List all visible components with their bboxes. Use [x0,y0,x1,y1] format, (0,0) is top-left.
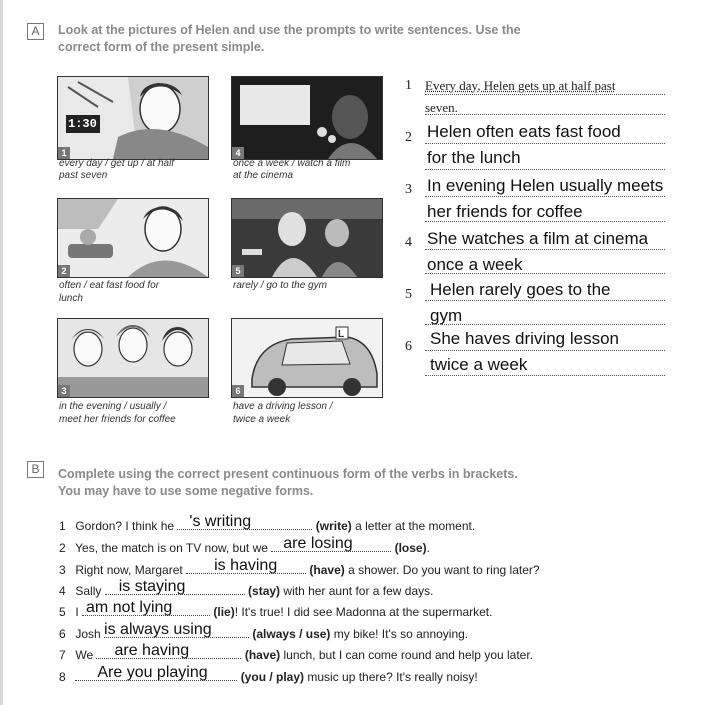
item-5-blank[interactable] [82,599,210,616]
answer-6-line-1[interactable]: She haves driving lesson [430,329,620,348]
item-2-verb: (lose) [394,541,427,555]
answer-3-rule-1 [425,196,665,197]
exercise-b-item-6 [59,621,469,643]
item-8-verb: (you / play) [240,670,305,684]
item-7-blank[interactable] [96,642,241,659]
answer-2-rule-2 [425,169,665,170]
answer-5-rule-1 [425,300,665,301]
item-1-number: 1 [59,519,66,533]
item-3-verb: (have) [309,563,345,577]
item-6-text-before: Josh [75,627,101,641]
caption-3-line-2: meet her friends for coffee [59,414,176,425]
item-8-blank[interactable] [75,664,237,681]
section-a-label: A [27,23,44,40]
answer-1-rule-2 [425,114,665,115]
answer-3-number: 3 [405,182,412,197]
answer-4-line-2[interactable]: once a week [427,255,523,274]
item-6-text-after: my bike! It's so annoying. [333,627,469,641]
picture-1-alarm-clock [57,76,209,160]
item-2-text-after: . [426,541,430,555]
item-1-text-after: a letter at the moment. [355,519,476,533]
item-1-blank[interactable] [177,513,312,530]
caption-4-line-2: at the cinema [233,170,294,181]
item-4-answer: is staying [118,578,186,595]
answer-6-number: 6 [405,339,412,354]
caption-6-line-1: have a driving lesson / [233,401,333,412]
item-4-blank[interactable] [105,578,245,595]
exercise-b-item-8 [59,664,478,686]
item-6-answer: is always using [104,621,212,638]
caption-4-line-1: once a week / watch a film [233,158,351,169]
exercise-b-item-1 [59,513,476,535]
picture-3-number: 3 [58,385,70,397]
answer-5-rule-2 [425,324,665,325]
caption-5-line-1: rarely / go to the gym [233,280,327,291]
picture-3-friends-coffee [57,318,209,398]
section-a-instruction-2: correct form of the present simple. [58,40,265,54]
answer-4-rule-2 [425,273,665,274]
picture-5-gym [231,198,383,278]
item-2-blank[interactable] [271,535,391,552]
answer-3-rule-2 [425,221,665,222]
item-3-text-after: a shower. Do you want to ring later? [348,563,540,577]
picture-1-number: 1 [58,147,70,159]
picture-2-number: 2 [58,265,70,277]
picture-5-number: 5 [232,265,244,277]
svg-text:L: L [338,329,345,340]
answer-5-number: 5 [405,287,412,302]
answer-2-line-2[interactable]: for the lunch [427,148,521,167]
section-a-instruction-1: Look at the pictures of Helen and use the prompts to write sentences. Use the [58,23,521,37]
answer-3-line-1[interactable]: In evening Helen usually meets [427,176,664,195]
item-2-answer: are losing [283,535,353,552]
answer-5-line-1[interactable]: Helen rarely goes to the [430,280,611,299]
answer-1-number: 1 [405,78,412,93]
item-6-blank[interactable] [104,621,249,638]
item-7-text-before: We [75,648,94,662]
item-1-text-before: Gordon? I think he [75,519,175,533]
item-8-number: 8 [59,670,66,684]
item-7-text-after: lunch, but I can come round and help you later. [283,648,534,662]
item-4-text-before: Sally [75,584,102,598]
caption-2-line-2: lunch [59,293,83,304]
item-6-number: 6 [59,627,66,641]
item-6-verb: (always / use) [252,627,331,641]
caption-3-line-1: in the evening / usually / [59,401,167,412]
answer-6-rule-1 [425,350,665,351]
item-2-text-before: Yes, the match is on TV now, but we [75,541,268,555]
section-b-instruction-2: You may have to use some negative forms. [58,484,314,498]
exercise-b-item-7 [59,642,534,664]
item-3-blank[interactable] [186,557,306,574]
answer-6-rule-2 [425,375,665,376]
answer-4-rule-1 [425,249,665,250]
item-7-answer: are having [114,642,190,659]
caption-1-line-2: past seven [59,170,108,181]
answer-6-line-2[interactable]: twice a week [430,355,528,374]
item-4-text-after: with her aunt for a few days. [283,584,434,598]
left-margin-bar [0,0,3,705]
item-5-answer: am not lying [86,599,173,616]
answer-2-line-1[interactable]: Helen often eats fast food [427,122,621,141]
clock-display: 1:30 [68,117,97,131]
answer-3-line-2[interactable]: her friends for coffee [427,202,583,221]
item-3-number: 3 [59,563,66,577]
answer-4-number: 4 [405,235,412,250]
exercise-b-item-2 [59,535,430,557]
answer-4-line-1[interactable]: She watches a film at cinema [427,229,649,248]
exercise-b-item-4 [59,578,434,600]
item-5-verb: (lie) [213,605,235,619]
picture-4-number: 4 [232,147,244,159]
item-3-answer: is having [214,557,278,574]
answer-1-line-1: Every day, Helen gets up at half past [425,78,616,93]
answer-2-number: 2 [405,130,412,145]
item-7-verb: (have) [244,648,281,662]
caption-1-line-1: every day / get up / at half [59,158,175,169]
item-8-answer: Are you playing [97,664,208,681]
item-4-number: 4 [59,584,66,598]
picture-6-number: 6 [232,385,244,397]
item-1-verb: (write) [315,519,352,533]
item-8-text-after: music up there? It's really noisy! [307,670,478,684]
picture-4-cinema [231,76,383,160]
item-5-text-before: I [75,605,79,619]
answer-5-line-2[interactable]: gym [430,306,463,325]
item-4-verb: (stay) [248,584,281,598]
exercise-b-item-5 [59,599,493,621]
item-1-answer: 's writing [189,513,252,530]
item-5-number: 5 [59,605,66,619]
item-2-number: 2 [59,541,66,555]
caption-6-line-2: twice a week [233,414,291,425]
caption-2-line-1: often / eat fast food for [59,280,160,291]
picture-6-driving-lesson [231,318,383,398]
section-b-label: B [27,461,44,478]
item-5-text-after: ! It's true! I did see Madonna at the supermarket. [234,605,493,619]
item-3-text-before: Right now, Margaret [75,563,183,577]
picture-2-fast-food [57,198,209,278]
answer-1-rule-1 [425,94,665,95]
item-7-number: 7 [59,648,66,662]
answer-1-line-2: seven. [425,100,458,115]
section-b-instruction-1: Complete using the correct present continuous form of the verbs in brackets. [58,467,518,481]
answer-2-rule-1 [425,143,665,144]
exercise-b-item-3 [59,557,540,579]
